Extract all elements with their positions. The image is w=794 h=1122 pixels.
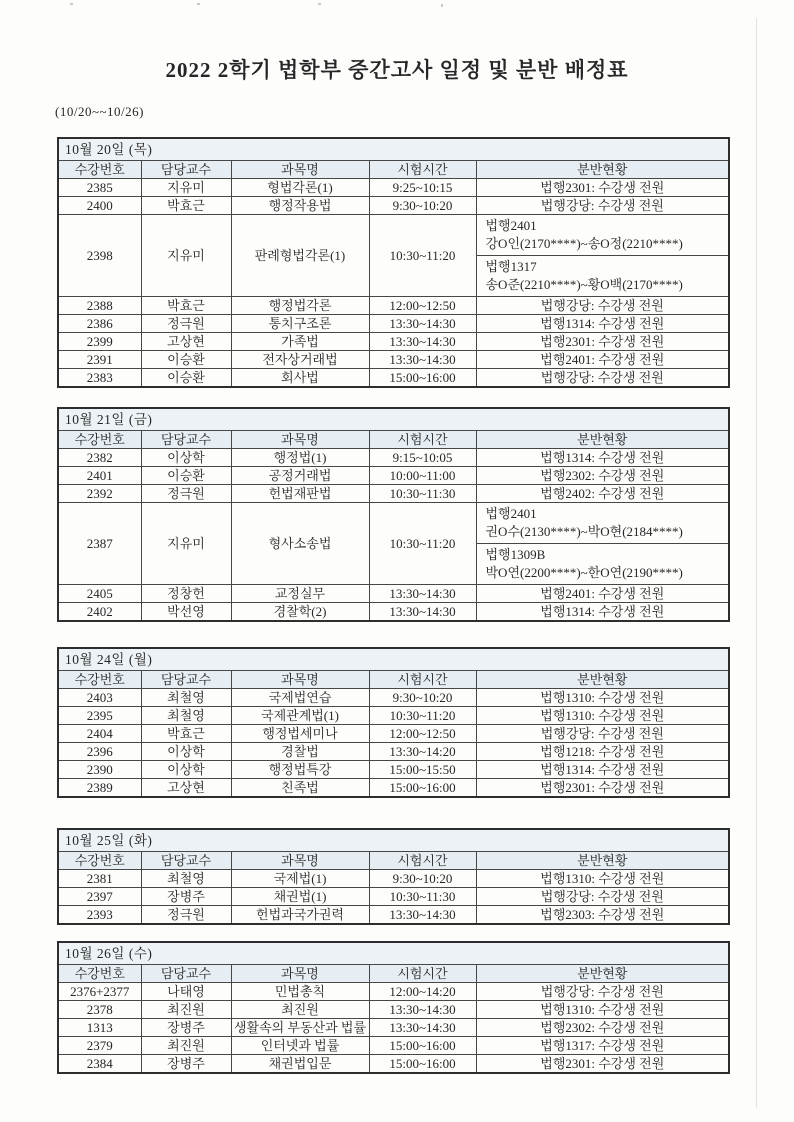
subject-name: 친족법 [231,779,369,798]
exam-row [58,906,729,925]
assignment-line: 법행2401 [485,506,537,521]
scan-edge-shadow [756,18,757,1108]
professor: 최철영 [141,707,231,725]
subject-name: 채권법입문 [231,1055,369,1074]
exam-row [58,603,729,622]
schedule-table [57,941,730,1074]
course-code: 2403 [58,689,141,707]
class-assignment: 법행2302: 수강생 전원 [476,467,729,485]
exam-row [58,707,729,725]
professor: 정창헌 [141,585,231,603]
column-header: 시험시간 [369,671,476,689]
subject-name: 판례형법각론(1) [231,215,369,297]
exam-time: 12:00~12:50 [369,297,476,315]
date-header: 10월 25일 (화) [58,829,729,852]
assignment-line: 송O준(2210****)~황O백(2170****) [485,277,683,292]
column-header: 분반현황 [476,671,729,689]
assignment-line: 법행1309B [485,547,546,562]
column-header: 분반현황 [476,431,729,449]
class-assignment [476,215,729,297]
assignment-group [477,543,729,584]
exam-row [58,485,729,503]
page-title: 2022 2학기 법학부 중간고사 일정 및 분반 배정표 [165,58,629,82]
class-assignment: 법행2402: 수강생 전원 [476,485,729,503]
course-code: 2386 [58,315,141,333]
course-code: 2392 [58,485,141,503]
exam-time: 10:30~11:20 [369,215,476,297]
professor: 고상현 [141,333,231,351]
exam-time: 10:30~11:20 [369,707,476,725]
column-header: 분반현황 [476,965,729,983]
professor: 지유미 [141,179,231,197]
professor: 박효근 [141,725,231,743]
date-header: 10월 21일 (금) [58,408,729,431]
subject-name: 행정법(1) [231,449,369,467]
column-header: 담당교수 [141,161,231,179]
class-assignment: 법행1310: 수강생 전원 [476,689,729,707]
subject-name: 경찰법 [231,743,369,761]
professor: 최철영 [141,870,231,888]
class-assignment: 법행강당: 수강생 전원 [476,297,729,315]
exam-time: 9:30~10:20 [369,197,476,215]
class-assignment: 법행1310: 수강생 전원 [476,870,729,888]
subject-name: 민법총칙 [231,983,369,1001]
course-code: 2378 [58,1001,141,1019]
professor: 고상현 [141,779,231,798]
exam-row [58,215,729,297]
professor: 최철영 [141,689,231,707]
exam-row [58,449,729,467]
course-code: 2397 [58,888,141,906]
exam-time: 9:15~10:05 [369,449,476,467]
exam-row [58,689,729,707]
course-code: 2396 [58,743,141,761]
course-code: 2405 [58,585,141,603]
column-header: 수강번호 [58,852,141,870]
professor: 박효근 [141,197,231,215]
column-header: 과목명 [231,431,369,449]
column-header: 시험시간 [369,431,476,449]
exam-row [58,983,729,1001]
professor: 이상학 [141,449,231,467]
date-header: 10월 24일 (월) [58,648,729,671]
class-assignment: 법행1314: 수강생 전원 [476,315,729,333]
exam-time: 13:30~14:30 [369,1019,476,1037]
exam-time: 13:30~14:30 [369,315,476,333]
assignment-group [477,255,729,296]
exam-time: 13:30~14:30 [369,603,476,622]
subject-name: 회사법 [231,369,369,388]
exam-row [58,179,729,197]
professor: 지유미 [141,215,231,297]
course-code: 2400 [58,197,141,215]
column-header: 수강번호 [58,431,141,449]
class-assignment: 법행2303: 수강생 전원 [476,906,729,925]
schedule-table [57,647,730,798]
course-code: 2402 [58,603,141,622]
column-header: 과목명 [231,671,369,689]
course-code: 2398 [58,215,141,297]
exam-time: 10:30~11:20 [369,503,476,585]
class-assignment: 법행1310: 수강생 전원 [476,1001,729,1019]
course-code: 2391 [58,351,141,369]
exam-time: 9:30~10:20 [369,689,476,707]
exam-row [58,297,729,315]
subject-name: 국제관계법(1) [231,707,369,725]
course-code: 2382 [58,449,141,467]
assignment-line: 강O인(2170****)~송O정(2210****) [485,236,683,251]
course-code: 2379 [58,1037,141,1055]
course-code: 2401 [58,467,141,485]
exam-day-table-5 [57,941,728,1074]
class-assignment: 법행강당: 수강생 전원 [476,197,729,215]
course-code: 2404 [58,725,141,743]
subject-name: 국제법연습 [231,689,369,707]
column-header: 담당교수 [141,671,231,689]
professor: 박선영 [141,603,231,622]
subject-name: 헌법재판법 [231,485,369,503]
exam-time: 13:30~14:30 [369,585,476,603]
exam-time: 12:00~12:50 [369,725,476,743]
professor: 지유미 [141,503,231,585]
column-header: 분반현황 [476,852,729,870]
subject-name: 형법각론(1) [231,179,369,197]
assignment-line: 박O연(2200****)~한O연(2190****) [485,565,683,580]
professor: 장병주 [141,1019,231,1037]
exam-row [58,1001,729,1019]
assignment-line: 권O수(2130****)~박O현(2184****) [485,524,683,539]
exam-time: 13:30~14:30 [369,351,476,369]
class-assignment: 법행2401: 수강생 전원 [476,351,729,369]
course-code: 2381 [58,870,141,888]
class-assignment: 법행2301: 수강생 전원 [476,1055,729,1074]
subject-name: 경찰학(2) [231,603,369,622]
subject-name: 최진원 [231,1001,369,1019]
course-code: 2383 [58,369,141,388]
class-assignment: 법행1218: 수강생 전원 [476,743,729,761]
class-assignment: 법행1314: 수강생 전원 [476,449,729,467]
subject-name: 가족법 [231,333,369,351]
exam-time: 9:25~10:15 [369,179,476,197]
subject-name: 국제법(1) [231,870,369,888]
class-assignment: 법행2401: 수강생 전원 [476,585,729,603]
class-assignment: 법행2301: 수강생 전원 [476,179,729,197]
course-code: 2387 [58,503,141,585]
subject-name: 행정법특강 [231,761,369,779]
professor: 이승환 [141,351,231,369]
assignment-line: 법행1317 [485,259,537,274]
professor: 정극원 [141,315,231,333]
exam-row [58,1037,729,1055]
schedule-table [57,828,730,925]
course-code: 2389 [58,779,141,798]
professor: 이승환 [141,369,231,388]
subject-name: 생활속의 부동산과 법률 [231,1019,369,1037]
exam-time: 13:30~14:30 [369,333,476,351]
exam-row [58,888,729,906]
column-header: 과목명 [231,965,369,983]
class-assignment [476,503,729,585]
exam-time: 10:30~11:30 [369,888,476,906]
class-assignment: 법행1310: 수강생 전원 [476,707,729,725]
date-header: 10월 26일 (수) [58,942,729,965]
exam-time: 9:30~10:20 [369,870,476,888]
class-assignment: 법행1317: 수강생 전원 [476,1037,729,1055]
column-header: 수강번호 [58,161,141,179]
exam-row [58,725,729,743]
exam-row [58,333,729,351]
column-header: 담당교수 [141,852,231,870]
subject-name: 인터넷과 법률 [231,1037,369,1055]
class-assignment: 법행1314: 수강생 전원 [476,761,729,779]
professor: 장병주 [141,1055,231,1074]
class-assignment: 법행2301: 수강생 전원 [476,333,729,351]
exam-time: 15:00~16:00 [369,779,476,798]
exam-day-table-1 [57,137,728,388]
exam-time: 10:30~11:30 [369,485,476,503]
subject-name: 통치구조론 [231,315,369,333]
class-assignment: 법행강당: 수강생 전원 [476,983,729,1001]
scan-artifact [441,4,443,7]
scan-artifact [318,3,321,5]
class-assignment: 법행강당: 수강생 전원 [476,888,729,906]
course-code: 2390 [58,761,141,779]
exam-row [58,197,729,215]
column-header: 시험시간 [369,965,476,983]
subject-name: 전자상거래법 [231,351,369,369]
assignment-group [477,215,729,255]
course-code: 2393 [58,906,141,925]
column-header: 담당교수 [141,965,231,983]
scan-artifact [197,3,200,5]
professor: 정극원 [141,906,231,925]
professor: 이상학 [141,761,231,779]
scan-artifact [70,3,73,5]
date-range: (10/20~~10/26) [55,104,144,119]
course-code: 1313 [58,1019,141,1037]
professor: 정극원 [141,485,231,503]
date-header: 10월 20일 (목) [58,138,729,161]
exam-row [58,761,729,779]
exam-time: 13:30~14:20 [369,743,476,761]
exam-row [58,315,729,333]
column-header: 담당교수 [141,431,231,449]
exam-time: 15:00~16:00 [369,1037,476,1055]
exam-row [58,369,729,388]
assignment-line: 법행2401 [485,218,537,233]
exam-time: 13:30~14:30 [369,1001,476,1019]
course-code: 2376+2377 [58,983,141,1001]
assignment-group [477,503,729,543]
column-header: 시험시간 [369,852,476,870]
exam-time: 15:00~16:00 [369,369,476,388]
schedule-table [57,137,730,388]
professor: 이상학 [141,743,231,761]
exam-row [58,870,729,888]
course-code: 2388 [58,297,141,315]
class-assignment: 법행강당: 수강생 전원 [476,725,729,743]
subject-name: 행정법각론 [231,297,369,315]
professor: 나태영 [141,983,231,1001]
subject-name: 헌법과국가권력 [231,906,369,925]
subject-name: 행정법세미나 [231,725,369,743]
subject-name: 형사소송법 [231,503,369,585]
professor: 최진원 [141,1001,231,1019]
schedule-table [57,407,730,622]
course-code: 2395 [58,707,141,725]
exam-row [58,503,729,585]
subject-name: 교정실무 [231,585,369,603]
class-assignment: 법행강당: 수강생 전원 [476,369,729,388]
exam-row [58,1055,729,1074]
subject-name: 행정작용법 [231,197,369,215]
exam-day-table-3 [57,647,728,798]
exam-time: 13:30~14:30 [369,906,476,925]
class-assignment: 법행1314: 수강생 전원 [476,603,729,622]
subject-name: 채권법(1) [231,888,369,906]
column-header: 수강번호 [58,965,141,983]
exam-time: 10:00~11:00 [369,467,476,485]
exam-row [58,467,729,485]
exam-row [58,743,729,761]
exam-row [58,779,729,798]
column-header: 과목명 [231,852,369,870]
class-assignment: 법행2301: 수강생 전원 [476,779,729,798]
column-header: 수강번호 [58,671,141,689]
professor: 이승환 [141,467,231,485]
exam-day-table-4 [57,828,728,925]
professor: 장병주 [141,888,231,906]
column-header: 분반현황 [476,161,729,179]
column-header: 과목명 [231,161,369,179]
exam-row [58,351,729,369]
column-header: 시험시간 [369,161,476,179]
course-code: 2384 [58,1055,141,1074]
exam-day-table-2 [57,407,728,622]
class-assignment: 법행2302: 수강생 전원 [476,1019,729,1037]
exam-row [58,1019,729,1037]
subject-name: 공정거래법 [231,467,369,485]
course-code: 2399 [58,333,141,351]
professor: 최진원 [141,1037,231,1055]
exam-time: 12:00~14:20 [369,983,476,1001]
exam-time: 15:00~15:50 [369,761,476,779]
exam-row [58,585,729,603]
course-code: 2385 [58,179,141,197]
exam-time: 15:00~16:00 [369,1055,476,1074]
professor: 박효근 [141,297,231,315]
